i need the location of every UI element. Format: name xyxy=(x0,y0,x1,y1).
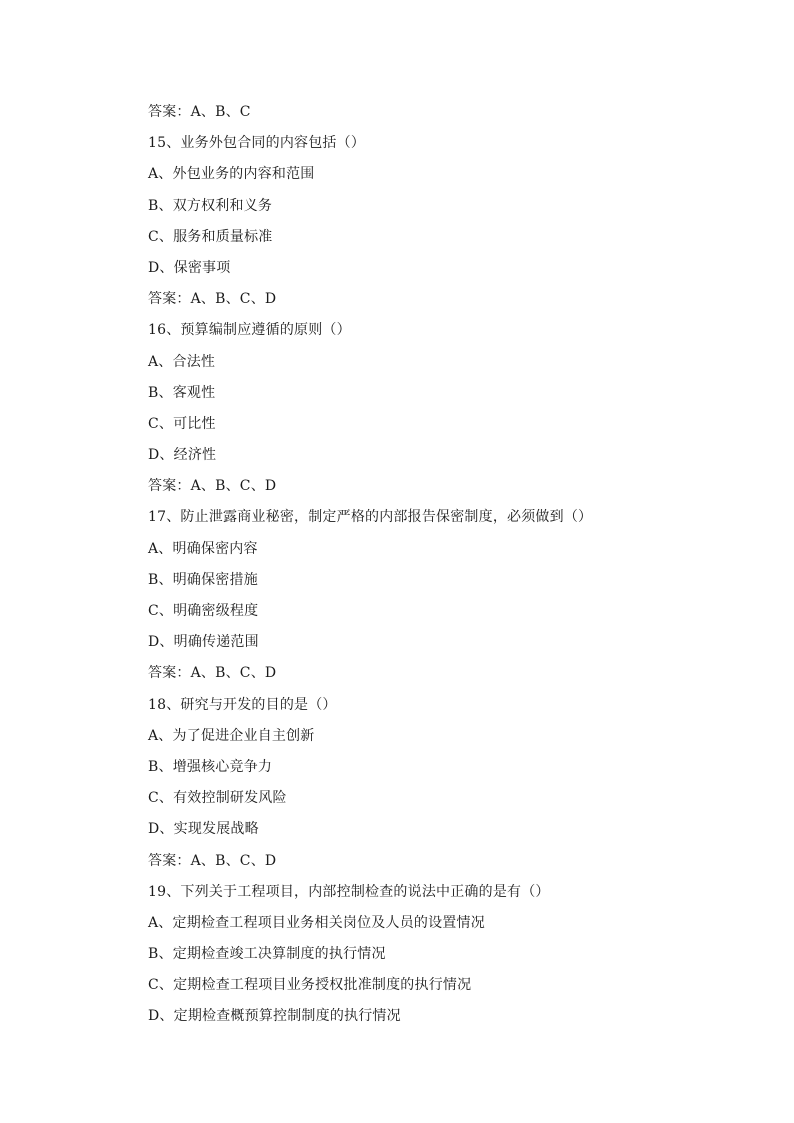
option-line: B、双方权利和义务 xyxy=(148,197,273,214)
option-line: C、可比性 xyxy=(148,415,216,432)
answer-line: 答案：A、B、C、D xyxy=(148,665,277,682)
option-line: B、客观性 xyxy=(148,384,216,401)
answer-line: 答案：A、B、C、D xyxy=(148,852,277,869)
question-list xyxy=(148,101,754,1037)
option-line: A、定期检查工程项目业务相关岗位及人员的设置情况 xyxy=(148,914,485,931)
answer-line: 答案：A、B、C、D xyxy=(148,478,277,495)
question-18: 18、研究与开发的目的是（） xyxy=(148,696,337,713)
answer-line: 答案：A、B、C、D xyxy=(148,291,277,308)
option-line: B、增强核心竞争力 xyxy=(148,758,273,775)
option-line: C、明确密级程度 xyxy=(148,603,259,619)
option-line: C、服务和质量标准 xyxy=(148,228,273,245)
option-line: A、明确保密内容 xyxy=(148,540,258,557)
option-line: D、实现发展战略 xyxy=(148,821,259,838)
question-19: 19、下列关于工程项目，内部控制检查的说法中正确的是有（） xyxy=(148,883,550,900)
option-line: D、明确传递范围 xyxy=(148,634,259,651)
option-line: B、定期检查竣工决算制度的执行情况 xyxy=(148,946,386,963)
option-line: A、合法性 xyxy=(148,353,216,370)
option-line: C、有效控制研发风险 xyxy=(148,790,287,807)
question-15: 15、业务外包合同的内容包括（） xyxy=(148,135,366,152)
question-16: 16、预算编制应遵循的原则（） xyxy=(148,322,351,339)
answer-line: 答案：A、B、C xyxy=(148,104,251,120)
option-line: B、明确保密措施 xyxy=(148,571,258,588)
option-line: C、定期检查工程项目业务授权批准制度的执行情况 xyxy=(148,977,472,994)
option-line: D、定期检查概预算控制制度的执行情况 xyxy=(148,1008,401,1025)
option-line: D、保密事项 xyxy=(148,259,231,276)
option-line: D、经济性 xyxy=(148,447,217,464)
option-line: A、为了促进企业自主创新 xyxy=(148,727,315,744)
option-line: A、外包业务的内容和范围 xyxy=(148,166,315,183)
question-17: 17、防止泄露商业秘密，制定严格的内部报告保密制度，必须做到（） xyxy=(148,509,593,526)
